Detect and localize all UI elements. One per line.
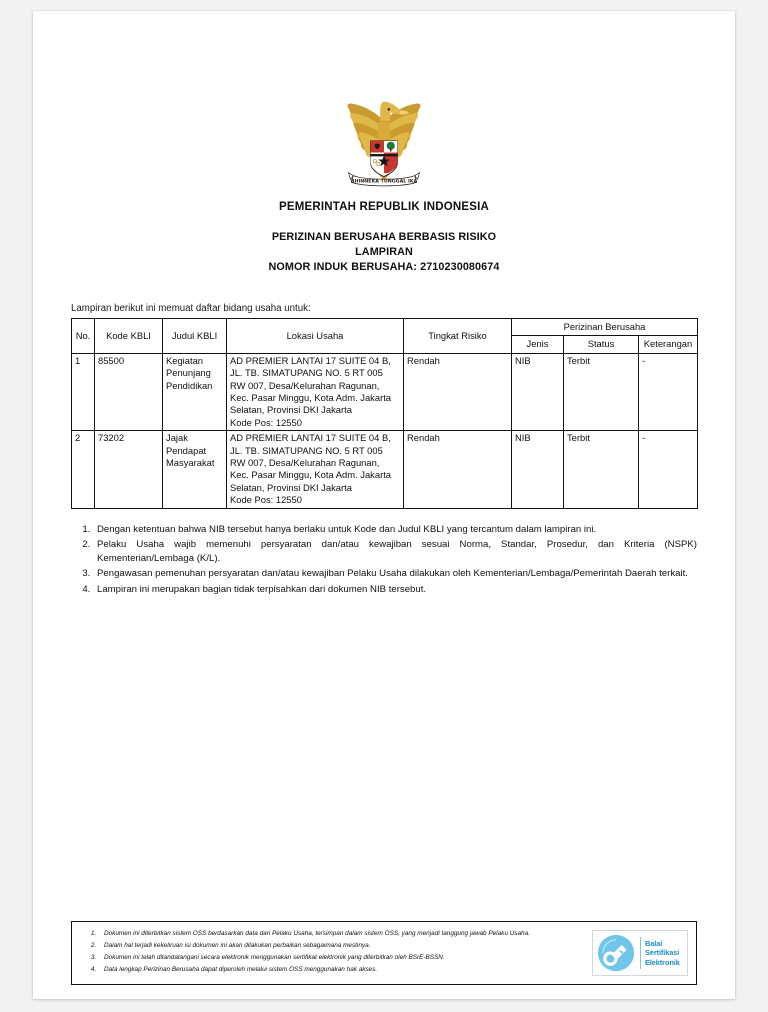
table-body (72, 353, 698, 508)
list-item: 1. Dengan ketentuan bahwa NIB tersebut hanya berlaku untuk Kode dan Judul KBLI yang tercantum dalam lampiran ini. (93, 523, 697, 537)
list-item: 3. Dokumen ini telah ditandatangani secara elektronik menggunakan sertifikat elektronik yang diterbitkan oleh BSrE-BSSN. (98, 953, 586, 963)
header-keterangan: Keterangan (639, 336, 698, 353)
cell-no: 2 (72, 431, 95, 508)
list-item: 1. Dokumen ini diterbitkan sistem OSS berdasarkan data dari Pelaku Usaha, tersimpan dalam sistem OSS, yang menjadi tanggung jawab Pelaku Usaha. (98, 929, 586, 939)
header-jenis: Jenis (512, 336, 564, 353)
lokasi-address: AD PREMIER LANTAI 17 SUITE 04 B, JL. TB. SIMATUPANG NO. 5 RT 005 RW 007, Desa/Kelurahan Ragunan, Kec. Pasar Minggu, Kota Adm. Jakarta Selatan, Provinsi DKI Jakarta (230, 432, 392, 493)
cell-judul-kbli: Jajak Pendapat Masyarakat (163, 431, 227, 508)
header-lokasi-usaha: Lokasi Usaha (227, 319, 404, 354)
cell-jenis: NIB (512, 431, 564, 508)
header-kode-kbli: Kode KBLI (95, 319, 163, 354)
cell-status: Terbit (564, 353, 639, 430)
cell-keterangan: - (639, 431, 698, 508)
garuda-pancasila-emblem (336, 91, 432, 191)
table-header-row-1 (72, 319, 698, 336)
svg-text:BHINNEKA TUNGGAL IKA: BHINNEKA TUNGGAL IKA (350, 179, 418, 185)
document-sheet (33, 11, 735, 999)
bsre-logo-text (645, 939, 680, 968)
logo-divider (640, 937, 641, 969)
cell-keterangan: - (639, 353, 698, 430)
table-row (72, 353, 698, 430)
cell-tingkat-risiko: Rendah (404, 431, 512, 508)
emblem-container (71, 11, 697, 191)
cell-jenis: NIB (512, 353, 564, 430)
list-item: 3. Pengawasan pemenuhan persyaratan dan/atau kewajiban Pelaku Usaha dilakukan oleh Kementerian/Lembaga/Pemerintah Daerah terkait. (93, 567, 697, 581)
header-status: Status (564, 336, 639, 353)
footer-notes-list (76, 929, 586, 977)
list-item: 2. Pelaku Usaha wajib memenuhi persyaratan dan/atau kewajiban sesuai Norma, Standar, Prosedur, dan Kriteria (NSPK) Kementerian/Lembaga (K/L). (93, 538, 697, 565)
business-fields-table (71, 318, 698, 509)
footer-disclaimer-box (71, 921, 697, 985)
page-title: PEMERINTAH REPUBLIK INDONESIA (278, 201, 490, 213)
header-judul-kbli: Judul KBLI (163, 319, 227, 354)
lokasi-kode-pos: Kode Pos: 12550 (230, 494, 302, 506)
cell-lokasi-usaha (227, 431, 404, 508)
subtitle-line-2: LAMPIRAN (355, 246, 413, 258)
intro-text: Lampiran berikut ini memuat daftar bidang usaha untuk: (71, 303, 311, 314)
bsre-logo (592, 930, 688, 976)
lokasi-address: AD PREMIER LANTAI 17 SUITE 04 B, JL. TB. SIMATUPANG NO. 5 RT 005 RW 007, Desa/Kelurahan Ragunan, Kec. Pasar Minggu, Kota Adm. Jakarta Selatan, Provinsi DKI Jakarta (230, 354, 392, 416)
cell-lokasi-usaha (227, 353, 404, 430)
cell-kode-kbli: 73202 (95, 431, 163, 508)
header-perizinan-berusaha: Perizinan Berusaha (512, 319, 698, 336)
list-item: 4. Lampiran ini merupakan bagian tidak terpisahkan dari dokumen NIB tersebut. (93, 583, 697, 597)
terms-list (71, 523, 697, 597)
logo-line-1: Balai (645, 938, 663, 948)
cell-status: Terbit (564, 431, 639, 508)
nib-number-line: NOMOR INDUK BERUSAHA: 2710230080674 (268, 261, 500, 273)
subtitle-line-1: PERIZINAN BERUSAHA BERBASIS RISIKO (271, 231, 497, 243)
cell-kode-kbli: 85500 (95, 353, 163, 430)
header-tingkat-risiko: Tingkat Risiko (404, 319, 512, 354)
bsre-seal-icon (596, 933, 636, 973)
cell-no: 1 (72, 353, 95, 430)
table-row (72, 431, 698, 508)
list-item: 4. Data lengkap Perizinan Berusaha dapat diperoleh melalui sistem OSS menggunakan hak akses. (98, 965, 586, 975)
lokasi-kode-pos: Kode Pos: 12550 (230, 416, 302, 428)
header-no: No. (72, 319, 95, 354)
logo-line-3: Elektronik (645, 957, 680, 967)
cell-judul-kbli: Kegiatan Penunjang Pendidikan (163, 353, 227, 430)
list-item: 2. Dalam hal terjadi kekeliruan isi dokumen ini akan dilakukan perbaikan sebagaimana mestinya. (98, 941, 586, 951)
title-block (71, 201, 697, 275)
cell-tingkat-risiko: Rendah (404, 353, 512, 430)
logo-line-2: Sertifikasi (645, 948, 680, 958)
